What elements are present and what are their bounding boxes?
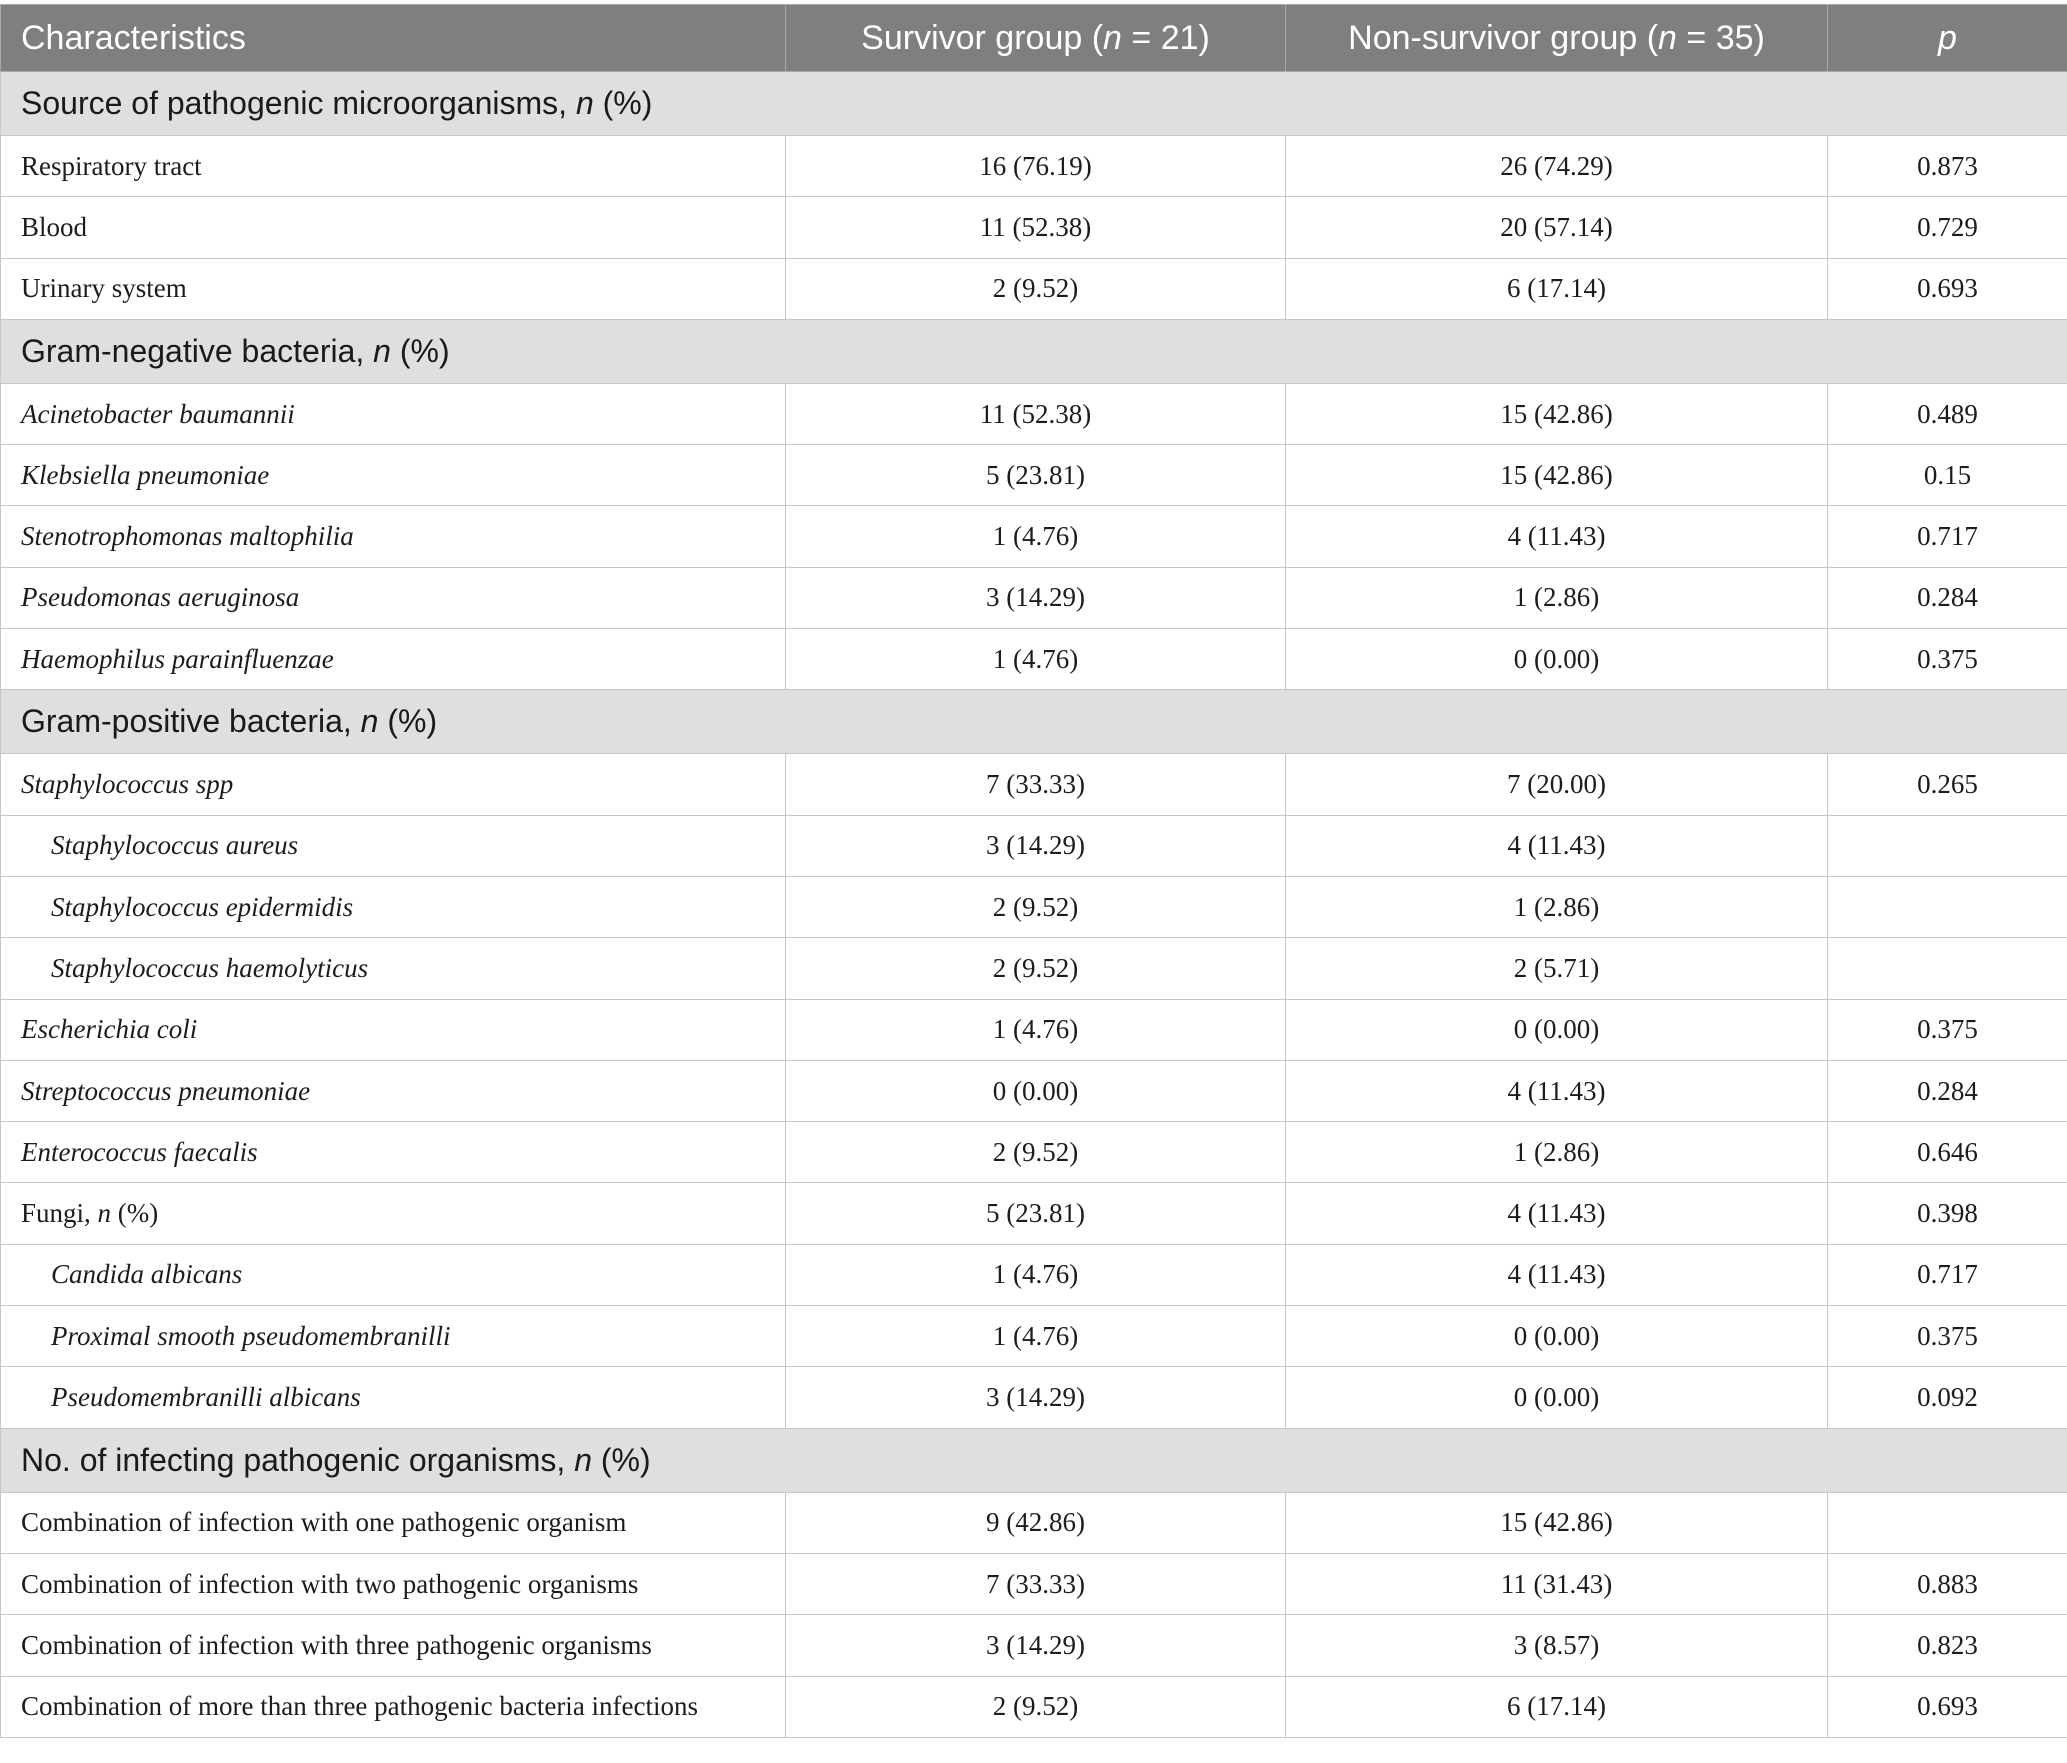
table-row — [1, 1367, 2067, 1428]
survivor-cell: 3 (14.29) — [786, 1615, 1286, 1676]
survivor-cell: 2 (9.52) — [786, 938, 1286, 999]
survivor-cell: 3 (14.29) — [786, 567, 1286, 628]
p-cell — [1828, 938, 2067, 999]
nonsurvivor-cell: 6 (17.14) — [1286, 1676, 1828, 1737]
header-nonsurvivor: Non-survivor group (n = 35) — [1286, 5, 1828, 72]
table-row — [1, 1492, 2067, 1553]
p-cell: 0.883 — [1828, 1553, 2067, 1614]
nonsurvivor-cell: 0 (0.00) — [1286, 999, 1828, 1060]
row-label: Stenotrophomonas maltophilia — [1, 506, 786, 567]
survivor-cell: 7 (33.33) — [786, 754, 1286, 815]
row-label: Staphylococcus epidermidis — [1, 876, 786, 937]
nonsurvivor-cell: 1 (2.86) — [1286, 876, 1828, 937]
survivor-cell: 5 (23.81) — [786, 445, 1286, 506]
row-label: Streptococcus pneumoniae — [1, 1060, 786, 1121]
nonsurvivor-cell: 3 (8.57) — [1286, 1615, 1828, 1676]
data-table — [0, 4, 2067, 1738]
row-label: Staphylococcus aureus — [1, 815, 786, 876]
table-row — [1, 1553, 2067, 1614]
p-cell: 0.284 — [1828, 1060, 2067, 1121]
header-row — [1, 5, 2067, 72]
p-cell: 0.717 — [1828, 506, 2067, 567]
nonsurvivor-cell: 4 (11.43) — [1286, 1183, 1828, 1244]
header-characteristics: Characteristics — [1, 5, 786, 72]
survivor-cell: 1 (4.76) — [786, 1244, 1286, 1305]
section-header — [1, 1428, 2067, 1492]
p-cell — [1828, 815, 2067, 876]
survivor-cell: 7 (33.33) — [786, 1553, 1286, 1614]
table-row — [1, 754, 2067, 815]
row-label: Haemophilus parainfluenzae — [1, 629, 786, 690]
nonsurvivor-cell: 0 (0.00) — [1286, 1306, 1828, 1367]
nonsurvivor-cell: 4 (11.43) — [1286, 1244, 1828, 1305]
row-label: Respiratory tract — [1, 136, 786, 197]
row-label: Pseudomembranilli albicans — [1, 1367, 786, 1428]
nonsurvivor-cell: 0 (0.00) — [1286, 1367, 1828, 1428]
survivor-cell: 1 (4.76) — [786, 1306, 1286, 1367]
section-title: Gram-positive bacteria, n (%) — [1, 690, 2067, 754]
survivor-cell: 2 (9.52) — [786, 1122, 1286, 1183]
row-label: Combination of more than three pathogenic bacteria infections — [1, 1676, 786, 1737]
p-cell — [1828, 876, 2067, 937]
p-cell: 0.375 — [1828, 999, 2067, 1060]
table-row — [1, 258, 2067, 319]
table-row — [1, 1676, 2067, 1737]
nonsurvivor-cell: 11 (31.43) — [1286, 1553, 1828, 1614]
table-row — [1, 876, 2067, 937]
row-label: Staphylococcus spp — [1, 754, 786, 815]
row-label: Acinetobacter baumannii — [1, 383, 786, 444]
row-label: Staphylococcus haemolyticus — [1, 938, 786, 999]
table-row — [1, 1183, 2067, 1244]
survivor-cell: 5 (23.81) — [786, 1183, 1286, 1244]
section-title: Source of pathogenic microorganisms, n (%) — [1, 72, 2067, 136]
nonsurvivor-cell: 15 (42.86) — [1286, 1492, 1828, 1553]
nonsurvivor-cell: 0 (0.00) — [1286, 629, 1828, 690]
p-cell: 0.15 — [1828, 445, 2067, 506]
survivor-cell: 11 (52.38) — [786, 197, 1286, 258]
row-label: Urinary system — [1, 258, 786, 319]
section-header — [1, 72, 2067, 136]
nonsurvivor-cell: 1 (2.86) — [1286, 1122, 1828, 1183]
survivor-cell: 11 (52.38) — [786, 383, 1286, 444]
nonsurvivor-cell: 26 (74.29) — [1286, 136, 1828, 197]
table-row — [1, 1306, 2067, 1367]
p-cell: 0.823 — [1828, 1615, 2067, 1676]
p-cell — [1828, 1492, 2067, 1553]
p-cell: 0.693 — [1828, 1676, 2067, 1737]
row-label: Combination of infection with two pathogenic organisms — [1, 1553, 786, 1614]
nonsurvivor-cell: 15 (42.86) — [1286, 445, 1828, 506]
p-cell: 0.729 — [1828, 197, 2067, 258]
table-row — [1, 383, 2067, 444]
table-row — [1, 1060, 2067, 1121]
section-header — [1, 690, 2067, 754]
row-label: Escherichia coli — [1, 999, 786, 1060]
p-cell: 0.693 — [1828, 258, 2067, 319]
table-row — [1, 197, 2067, 258]
nonsurvivor-cell: 2 (5.71) — [1286, 938, 1828, 999]
survivor-cell: 2 (9.52) — [786, 258, 1286, 319]
table-row — [1, 1615, 2067, 1676]
table-row — [1, 938, 2067, 999]
p-cell: 0.717 — [1828, 1244, 2067, 1305]
table-row — [1, 136, 2067, 197]
table-row — [1, 1122, 2067, 1183]
row-label: Combination of infection with three pathogenic organisms — [1, 1615, 786, 1676]
table-wrapper — [0, 4, 2067, 1738]
survivor-cell: 1 (4.76) — [786, 999, 1286, 1060]
row-label: Enterococcus faecalis — [1, 1122, 786, 1183]
survivor-cell: 2 (9.52) — [786, 876, 1286, 937]
p-cell: 0.375 — [1828, 1306, 2067, 1367]
survivor-cell: 16 (76.19) — [786, 136, 1286, 197]
row-label: Combination of infection with one pathogenic organism — [1, 1492, 786, 1553]
header-survivor: Survivor group (n = 21) — [786, 5, 1286, 72]
row-label: Klebsiella pneumoniae — [1, 445, 786, 506]
section-title: Gram-negative bacteria, n (%) — [1, 319, 2067, 383]
row-label: Proximal smooth pseudomembranilli — [1, 1306, 786, 1367]
nonsurvivor-cell: 4 (11.43) — [1286, 1060, 1828, 1121]
survivor-cell: 3 (14.29) — [786, 815, 1286, 876]
row-label: Candida albicans — [1, 1244, 786, 1305]
table-row — [1, 629, 2067, 690]
p-cell: 0.489 — [1828, 383, 2067, 444]
survivor-cell: 9 (42.86) — [786, 1492, 1286, 1553]
nonsurvivor-cell: 1 (2.86) — [1286, 567, 1828, 628]
row-label: Pseudomonas aeruginosa — [1, 567, 786, 628]
nonsurvivor-cell: 15 (42.86) — [1286, 383, 1828, 444]
nonsurvivor-cell: 6 (17.14) — [1286, 258, 1828, 319]
p-cell: 0.265 — [1828, 754, 2067, 815]
survivor-cell: 3 (14.29) — [786, 1367, 1286, 1428]
header-p: p — [1828, 5, 2067, 72]
table-row — [1, 815, 2067, 876]
survivor-cell: 0 (0.00) — [786, 1060, 1286, 1121]
nonsurvivor-cell: 7 (20.00) — [1286, 754, 1828, 815]
survivor-cell: 1 (4.76) — [786, 506, 1286, 567]
survivor-cell: 2 (9.52) — [786, 1676, 1286, 1737]
survivor-cell: 1 (4.76) — [786, 629, 1286, 690]
table-row — [1, 999, 2067, 1060]
nonsurvivor-cell: 4 (11.43) — [1286, 506, 1828, 567]
section-header — [1, 319, 2067, 383]
row-label: Fungi, n (%) — [1, 1183, 786, 1244]
nonsurvivor-cell: 20 (57.14) — [1286, 197, 1828, 258]
p-cell: 0.398 — [1828, 1183, 2067, 1244]
row-label: Blood — [1, 197, 786, 258]
p-cell: 0.375 — [1828, 629, 2067, 690]
table-row — [1, 567, 2067, 628]
p-cell: 0.646 — [1828, 1122, 2067, 1183]
section-title: No. of infecting pathogenic organisms, n (%) — [1, 1428, 2067, 1492]
table-row — [1, 1244, 2067, 1305]
p-cell: 0.284 — [1828, 567, 2067, 628]
p-cell: 0.092 — [1828, 1367, 2067, 1428]
table-row — [1, 445, 2067, 506]
nonsurvivor-cell: 4 (11.43) — [1286, 815, 1828, 876]
table-row — [1, 506, 2067, 567]
p-cell: 0.873 — [1828, 136, 2067, 197]
